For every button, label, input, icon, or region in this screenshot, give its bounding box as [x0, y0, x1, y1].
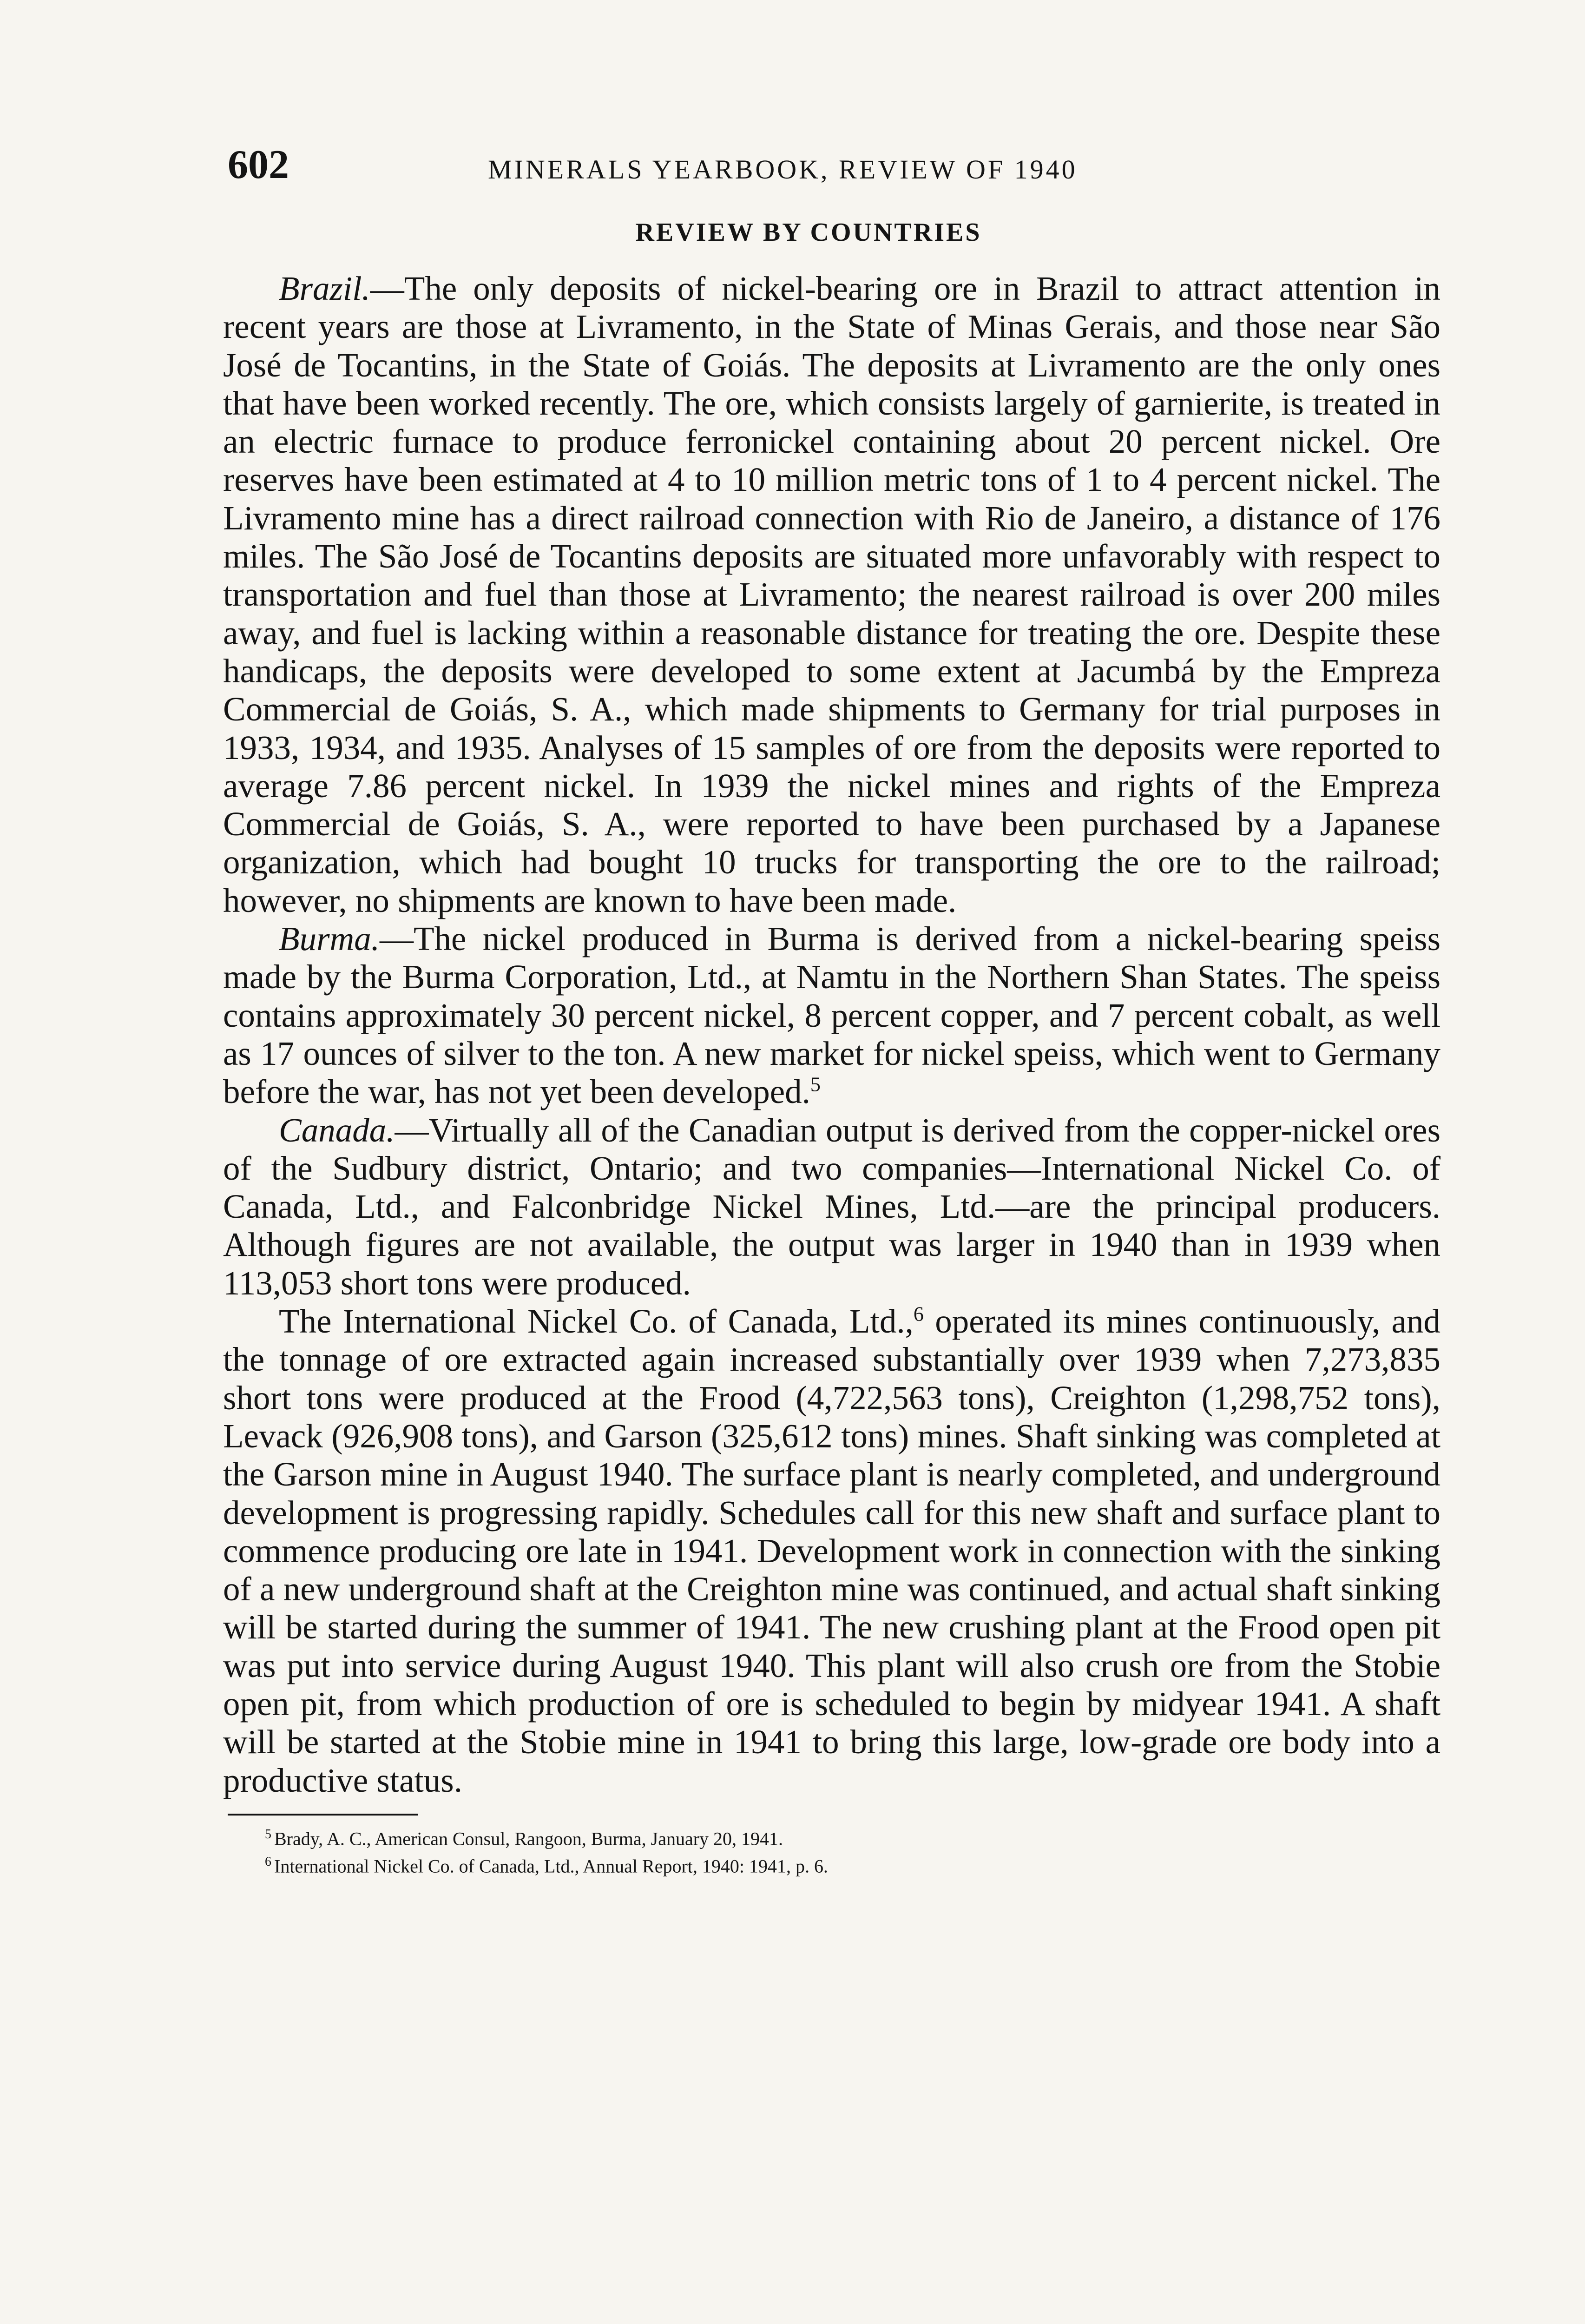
footnote-ref: 5	[810, 1073, 821, 1096]
paragraph-burma	[223, 920, 1440, 1111]
body-text	[223, 270, 1440, 1800]
country-name: Burma.	[279, 920, 380, 958]
footnote-text: International Nickel Co. of Canada, Ltd., Annual Report, 1940: 1941, p. 6.	[274, 1855, 828, 1877]
footnote-text: Brady, A. C., American Consul, Rangoon, Burma, January 20, 1941.	[274, 1828, 783, 1849]
footnote-rule	[228, 1814, 418, 1816]
paragraph-text: The International Nickel Co. of Canada, Ltd.,	[279, 1302, 914, 1340]
paragraph-text: —The only deposits of nickel-bearing ore in Brazil to attract attention in recent years are those at Livramento, in the State of Minas Gerais, and those near São José de Tocantins, in the State of Goiás. The deposits at Livramento are the only ones that have been worked recently. The ore, which consists largely of garnierite, is treated in an electric furnace to produce ferronickel containing about 20 percent nickel. Ore reserves have been estimated at 4 to 10 million metric tons of 1 to 4 percent nickel. The Livramento mine has a direct railroad connection with Rio de Janeiro, a distance of 176 miles. The São José de Tocantins deposits are situated more unfavorably with respect to transportation and fuel than those at Livramento; the nearest railroad is over 200 miles away, and fuel is lacking within a reasonable distance for treating the ore. Despite these handicaps, the deposits were developed to some extent at Jacumbá by the Empreza Commercial de Goiás, S. A., which made shipments to Germany for trial purposes in 1933, 1934, and 1935. Analyses of 15 samples of ore from the deposits were reported to average 7.86 percent nickel. In 1939 the nickel mines and rights of the Empreza Commercial de Goiás, S. A., were reported to have been purchased by a Japanese organization, which had bought 10 trucks for transporting the ore to the railroad; however, no shipments are known to have been made.	[223, 270, 1440, 919]
paragraph-text: —Virtually all of the Canadian output is derived from the copper-nickel ores of the Sudbury district, Ontario; and two companies—International Nickel Co. of Canada, Ltd., and Falconbridge Nickel Mines, Ltd.—are the principal producers. Although figures are not available, the output was larger in 1940 than in 1939 when 113,053 short tons were produced.	[223, 1111, 1440, 1302]
footnote-ref: 6	[913, 1302, 924, 1326]
country-name: Brazil.	[279, 270, 370, 307]
running-title: MINERALS YEARBOOK, REVIEW OF 1940	[488, 154, 1078, 185]
footnote-mark: 5	[265, 1827, 271, 1842]
footnote-5	[265, 1823, 1380, 1850]
paragraph-inco	[223, 1302, 1440, 1800]
footnote-mark: 6	[265, 1855, 271, 1869]
page-header	[223, 139, 1440, 191]
section-heading: REVIEW BY COUNTRIES	[635, 218, 982, 247]
paragraph-brazil	[223, 270, 1440, 920]
footnote-6	[265, 1850, 1380, 1878]
page-number: 602	[228, 142, 289, 187]
document-page	[223, 139, 1440, 1800]
country-name: Canada.	[279, 1111, 395, 1149]
paragraph-text: —The nickel produced in Burma is derived from a nickel-bearing speiss made by the Burma Corporation, Ltd., at Namtu in the Northern Shan States. The speiss contains approximately 30 percent nickel, 8 percent copper, and 7 percent cobalt, as well as 17 ounces of silver to the ton. A new market for nickel speiss, which went to Germany before the war, has not yet been developed.	[223, 920, 1440, 1111]
paragraph-canada	[223, 1111, 1440, 1302]
footnotes	[265, 1823, 1380, 1878]
paragraph-text: operated its mines continuously, and the tonnage of ore extracted again increased substantially over 1939 when 7,273,835 short tons were produced at the Frood (4,722,563 tons), Creighton (1,298,752 tons), Levack (926,908 tons), and Garson (325,612 tons) mines. Shaft sinking was completed at the Garson mine in August 1940. The surface plant is nearly completed, and underground development is progressing rapidly. Schedules call for this new shaft and surface plant to commence producing ore late in 1941. Development work in connection with the sinking of a new underground shaft at the Creighton mine was continued, and actual shaft sinking will be started during the summer of 1941. The new crushing plant at the Frood open pit was put into service during August 1940. This plant will also crush ore from the Stobie open pit, from which production of ore is scheduled to begin by midyear 1941. A shaft will be started at the Stobie mine in 1941 to bring this large, low-grade ore body into a productive status.	[223, 1302, 1440, 1799]
